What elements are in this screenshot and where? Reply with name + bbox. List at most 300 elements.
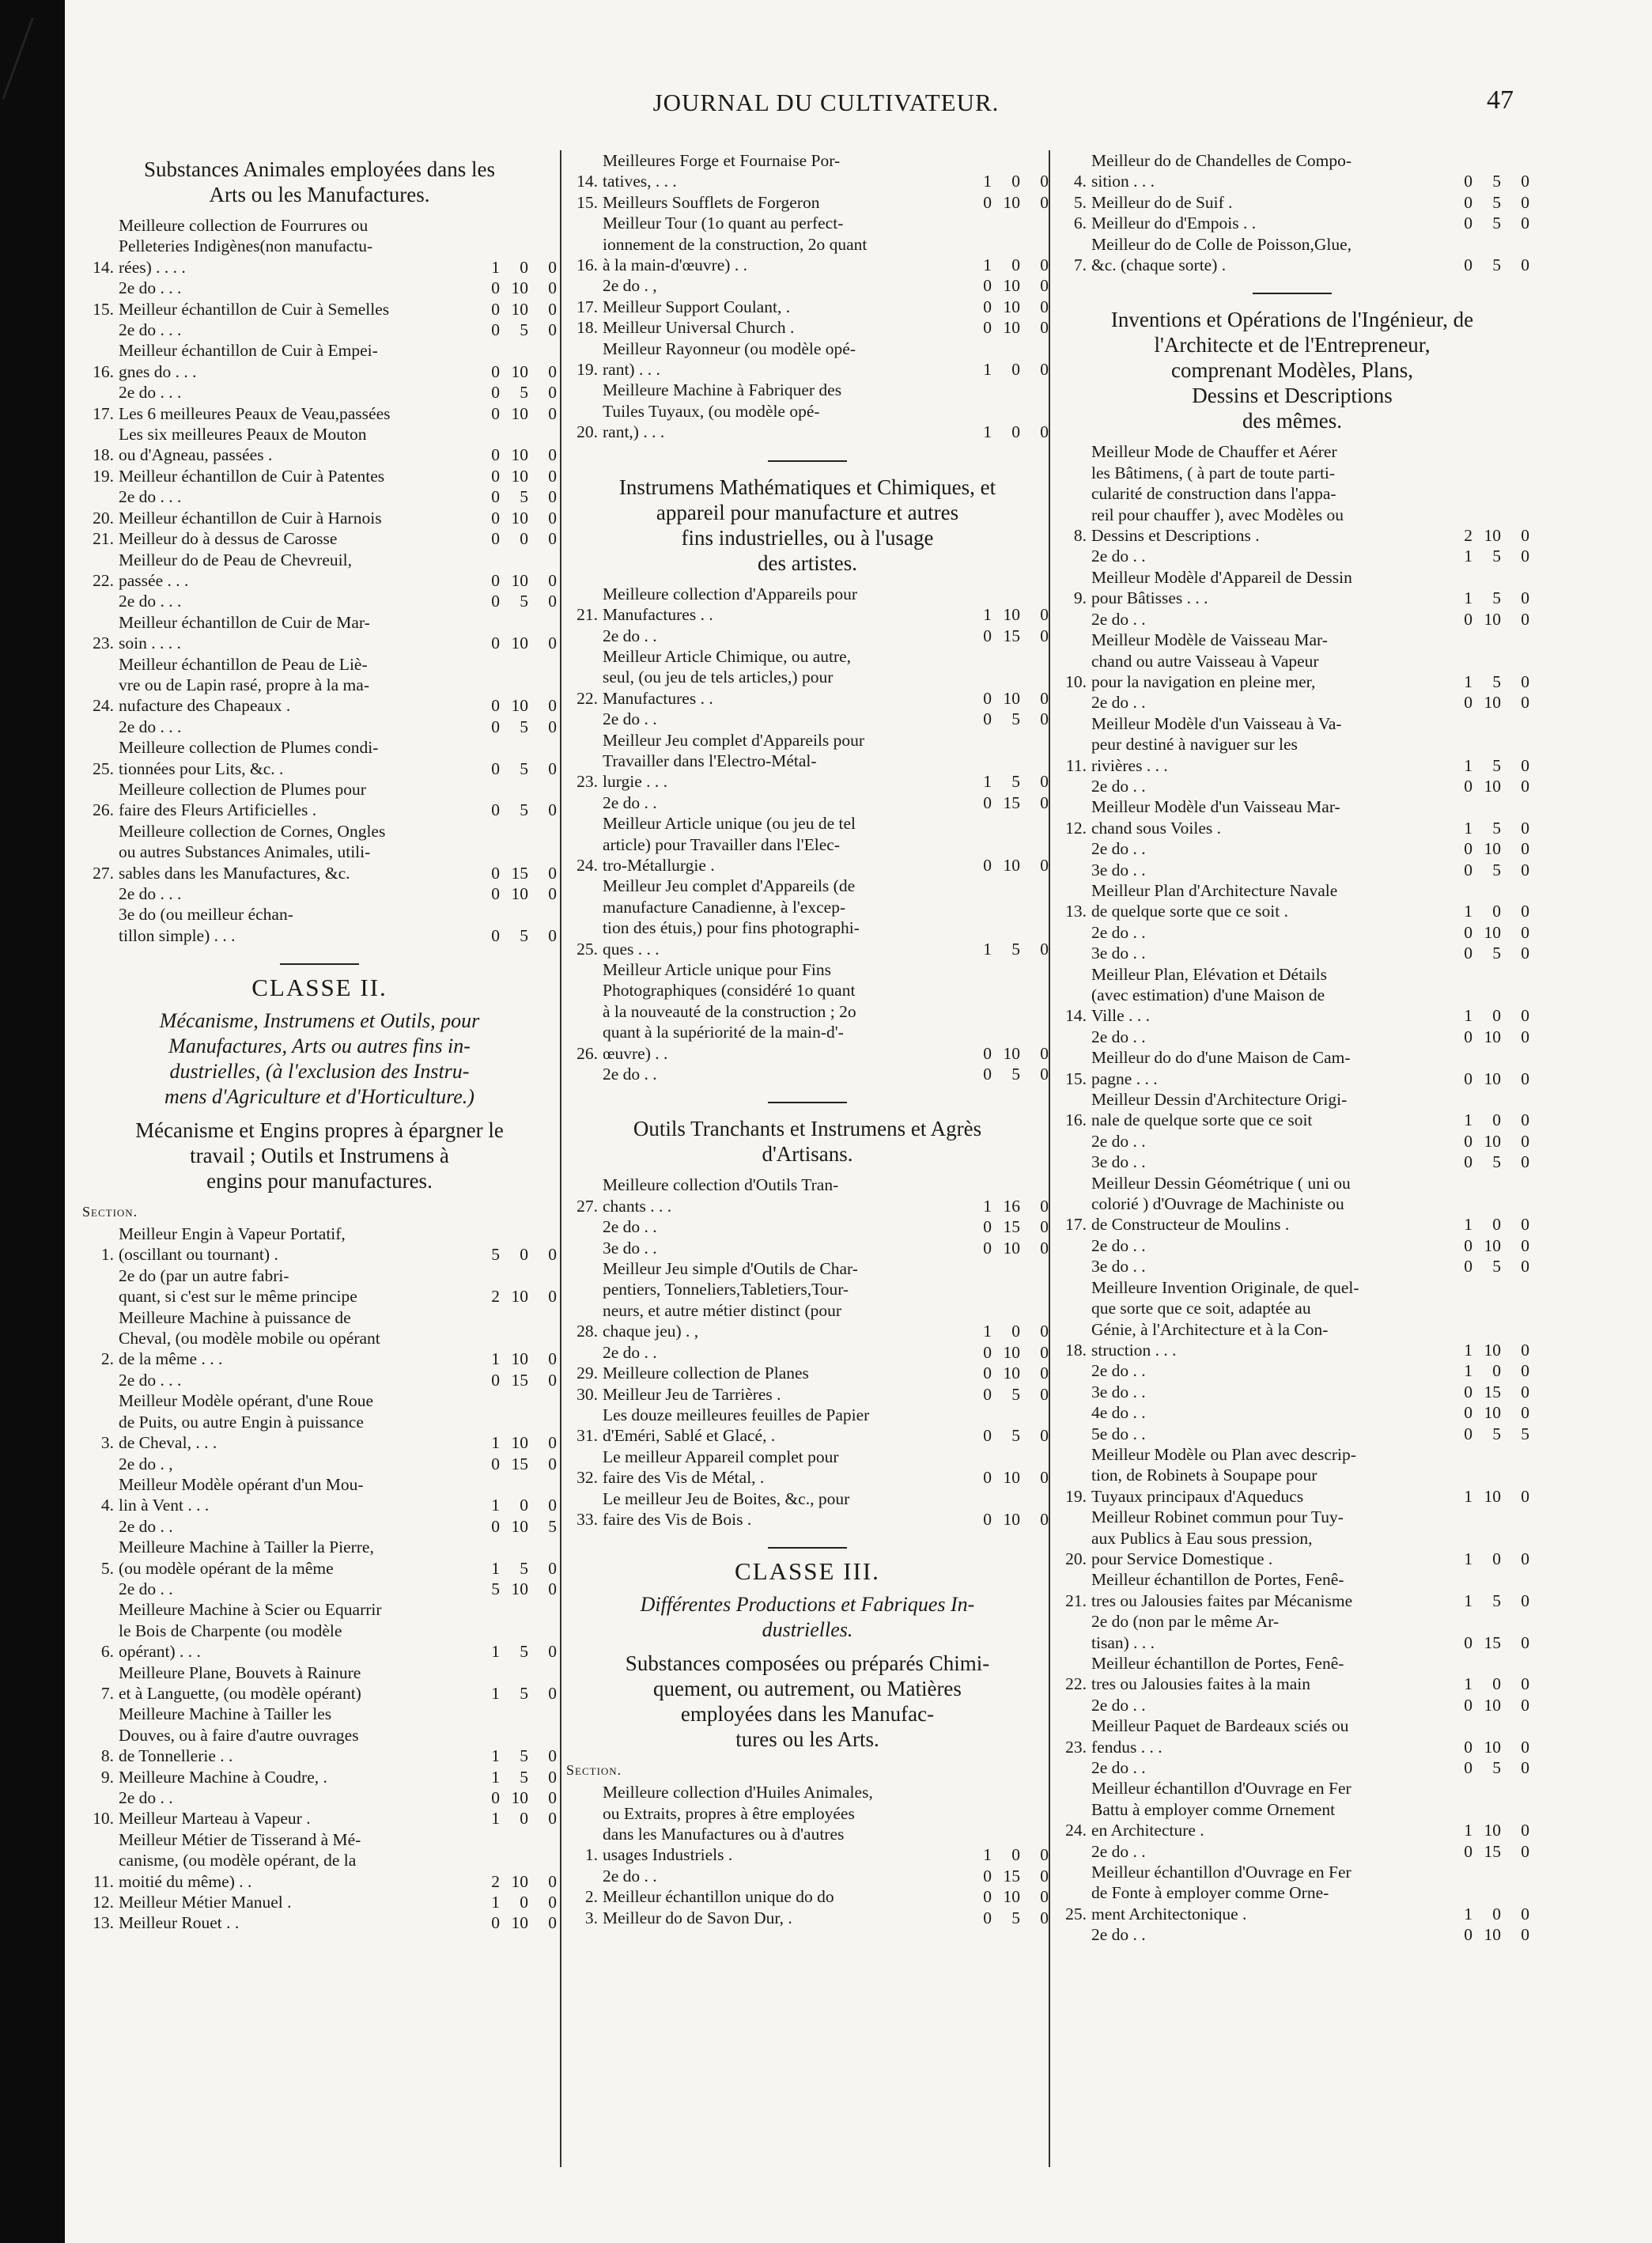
- prize-pence: 0: [1521, 1632, 1529, 1652]
- prize-entry: [1055, 150, 1529, 192]
- prize-entry: [1055, 1382, 1529, 1402]
- prize-pence: 0: [548, 383, 557, 403]
- entry-number: 10.: [1065, 671, 1087, 691]
- class-description: Mécanisme, Instrumens et Outils, pour Manufactures, Arts ou autres fins in- dustrielles, (à l'exclusion des Instru- mens d'Agriculture et d'Horticulture.): [159, 1008, 480, 1108]
- entry-text: Meilleure collection d'Appareils pour: [603, 584, 858, 603]
- column-3: [1055, 150, 1529, 2211]
- entry-number: 17.: [93, 403, 114, 423]
- prize-pence: 0: [1040, 1887, 1049, 1907]
- entry-body: [119, 1224, 557, 1265]
- entry-line: [1091, 255, 1529, 275]
- entry-line: [603, 1467, 1049, 1488]
- entry-text: 2e do . .: [1091, 1695, 1146, 1715]
- entry-body: [603, 584, 1049, 626]
- entry-text: 2e do . .: [1091, 547, 1146, 566]
- entry-body: [603, 646, 1049, 709]
- entry-line: [603, 213, 1049, 233]
- entry-number: 26.: [93, 800, 114, 820]
- entry-text: Meilleur échantillon de Cuir de Mar-: [119, 612, 370, 632]
- prize-amount: [1436, 1549, 1529, 1569]
- entry-text: Les six meilleures Peaux de Mouton: [119, 425, 367, 444]
- entry-number: 19.: [93, 466, 114, 486]
- prize-amount: [955, 626, 1049, 646]
- entry-text: 2e do . .: [119, 1579, 173, 1598]
- entry-text: Meilleur do d'Empois . .: [1091, 214, 1257, 233]
- prize-shillings: 0: [520, 257, 528, 277]
- entry-number: 5.: [1073, 192, 1087, 212]
- entry-text: 5e do . .: [1091, 1424, 1146, 1443]
- entry-line: [1091, 1632, 1529, 1653]
- prize-shillings: 5: [1011, 1426, 1020, 1446]
- entry-line: [119, 1244, 557, 1265]
- entry-body: [1091, 1382, 1529, 1402]
- entry-line: [603, 1886, 1049, 1907]
- prize-amount: [463, 278, 557, 298]
- prize-pence: 0: [548, 758, 557, 778]
- prize-pence: 0: [548, 592, 557, 611]
- entry-body: [1091, 1131, 1529, 1152]
- prize-entry: [566, 1447, 1049, 1488]
- prize-amount: [1436, 1027, 1529, 1047]
- entry-line: [1091, 1382, 1529, 1402]
- prize-pence: 0: [1040, 1908, 1049, 1927]
- entry-number: 22.: [576, 688, 598, 708]
- entry-number: 10.: [93, 1809, 114, 1829]
- prize-shillings: 0: [1011, 360, 1020, 380]
- entry-number: 18.: [93, 445, 114, 465]
- prize-pence: 0: [548, 800, 557, 820]
- prize-entry: [82, 299, 557, 320]
- prize-entry: [1055, 1715, 1529, 1757]
- prize-entry: [566, 1405, 1049, 1447]
- entry-text: Meilleure collection de Cornes, Ongles: [119, 821, 386, 841]
- entry-line: [1091, 1757, 1529, 1778]
- entry-line: [119, 737, 557, 758]
- entry-line: [119, 444, 557, 465]
- prize-shillings: 10: [1003, 688, 1020, 708]
- entry-body: [119, 1474, 557, 1516]
- prize-shillings: 10: [1003, 605, 1020, 625]
- entry-text: Meilleur échantillon de Peau de Liè-: [119, 654, 368, 674]
- prize-amount: [463, 486, 557, 507]
- prize-pence: 0: [1040, 1043, 1049, 1063]
- prize-shillings: 5: [1492, 547, 1501, 566]
- prize-shillings: 5: [520, 1767, 528, 1787]
- prize-pence: 0: [1521, 902, 1529, 921]
- entry-list: [566, 1782, 1049, 1928]
- prize-pounds: 0: [491, 696, 500, 716]
- prize-entry: [566, 1238, 1049, 1258]
- prize-pounds: 1: [1464, 1591, 1472, 1610]
- entry-text: tres ou Jalousies faites par Mécanisme: [1091, 1591, 1353, 1610]
- prize-shillings: 0: [520, 1893, 528, 1912]
- prize-shillings: 10: [1003, 1887, 1020, 1907]
- entry-text: Les douze meilleures feuilles de Papier: [603, 1405, 870, 1424]
- prize-pence: 0: [548, 634, 557, 653]
- class-title: CLASSE II.: [251, 974, 387, 1002]
- prize-amount: [463, 1370, 557, 1390]
- entry-line: [119, 1348, 557, 1369]
- prize-entry: [566, 646, 1049, 709]
- entry-line: [603, 255, 1049, 275]
- entry-list: [82, 1224, 557, 1934]
- prize-shillings: 0: [1492, 1904, 1501, 1923]
- entry-line: [1091, 1486, 1529, 1507]
- prize-entry: [82, 779, 557, 821]
- prize-shillings: 10: [511, 884, 528, 903]
- prize-entry: [82, 340, 557, 382]
- entry-text: vre ou de Lapin rasé, propre à la ma-: [119, 675, 369, 694]
- entry-line: [603, 1022, 1049, 1042]
- prize-entry: [82, 528, 557, 549]
- prize-pounds: 0: [1464, 693, 1472, 713]
- class-title: CLASSE III.: [735, 1557, 880, 1586]
- entry-line: [119, 1641, 557, 1662]
- entry-line: [119, 904, 557, 925]
- entry-text: rant) . . .: [603, 360, 660, 380]
- prize-pence: 0: [1040, 192, 1049, 212]
- entry-number: 14.: [93, 257, 114, 277]
- entry-text: ment Architectonique .: [1091, 1904, 1247, 1923]
- entry-number: 7.: [1073, 255, 1087, 275]
- prize-amount: [955, 255, 1049, 275]
- prize-pounds: 0: [1464, 1925, 1472, 1945]
- prize-amount: [955, 1321, 1049, 1341]
- entry-text: Meilleur Modèle d'un Vaisseau à Va-: [1091, 713, 1342, 733]
- prize-pence: 0: [1040, 1322, 1049, 1341]
- entry-number: 2.: [100, 1349, 114, 1369]
- prize-shillings: 10: [1484, 1737, 1501, 1757]
- prize-amount: [463, 1767, 557, 1787]
- prize-entry: [1055, 1569, 1529, 1611]
- entry-line: [1091, 1674, 1529, 1694]
- entry-body: [119, 779, 557, 821]
- prize-entry: [566, 876, 1049, 959]
- entry-text: tatives, . . .: [603, 172, 677, 191]
- prize-entry: [82, 1474, 557, 1516]
- prize-entry: [566, 150, 1049, 192]
- prize-entry: [1055, 1444, 1529, 1507]
- entry-body: [119, 737, 557, 779]
- prize-pounds: 0: [983, 1065, 992, 1084]
- entry-line: [603, 1001, 1049, 1022]
- prize-pounds: 1: [1464, 1006, 1472, 1026]
- prize-pence: 0: [1040, 1217, 1049, 1237]
- prize-pence: 0: [1040, 318, 1049, 338]
- entry-text: de quelque sorte que ce soit .: [1091, 902, 1288, 921]
- prize-entry: [82, 1265, 557, 1307]
- prize-entry: [566, 1908, 1049, 1928]
- entry-number: 18.: [1065, 1340, 1087, 1360]
- entry-number: 23.: [1065, 1737, 1087, 1757]
- prize-entry: [1055, 1089, 1529, 1131]
- entry-text: peur destiné à naviguer sur les: [1091, 735, 1298, 755]
- entry-text: 2e do . .: [1091, 1235, 1146, 1255]
- entry-line: [119, 633, 557, 653]
- entry-line: [1091, 1277, 1529, 1298]
- entry-text: 2e do . .: [1091, 839, 1146, 859]
- entry-line: [119, 1621, 557, 1641]
- entry-text: faire des Vis de Bois .: [603, 1509, 752, 1529]
- entry-body: [1091, 1424, 1529, 1444]
- entry-text: ques . . .: [603, 939, 660, 959]
- column-2: [566, 150, 1049, 2211]
- entry-line: [1091, 1319, 1529, 1340]
- entry-body: [603, 1174, 1049, 1216]
- entry-number: 15.: [1065, 1069, 1087, 1088]
- prize-amount: [1436, 1820, 1529, 1840]
- prize-amount: [463, 1746, 557, 1766]
- entry-number: 13.: [93, 1913, 114, 1933]
- prize-amount: [463, 466, 557, 486]
- entry-text: Meilleure collection de Fourrures ou: [119, 216, 369, 235]
- prize-shillings: 5: [520, 758, 528, 778]
- entry-text: Meilleure Machine à Tailler la Pierre,: [119, 1538, 374, 1557]
- entry-body: [1091, 1862, 1529, 1924]
- entry-line: [119, 1725, 557, 1746]
- prize-pounds: 0: [1464, 1632, 1472, 1652]
- prize-shillings: 5: [1492, 671, 1501, 691]
- prize-shillings: 5: [1492, 818, 1501, 838]
- entry-text: Meilleures Forge et Fournaise Por-: [603, 151, 841, 170]
- entry-line: [119, 278, 557, 298]
- prize-amount: [1436, 1110, 1529, 1130]
- entry-text: Meilleur Dessin d'Architecture Origi-: [1091, 1090, 1348, 1110]
- entry-text: Meilleur Article Chimique, ou autre,: [603, 646, 852, 666]
- entry-body: [603, 380, 1049, 442]
- prize-entry: [1055, 1152, 1529, 1172]
- prize-pence: 0: [548, 1746, 557, 1766]
- entry-line: [119, 779, 557, 800]
- prize-entry: [82, 883, 557, 904]
- entry-line: [1091, 880, 1529, 901]
- entry-line: [1091, 964, 1529, 985]
- entry-line: [119, 758, 557, 779]
- prize-pence: 5: [548, 1516, 557, 1536]
- entry-body: [119, 382, 557, 403]
- prize-pounds: 0: [1464, 1403, 1472, 1423]
- page-number: 47: [1487, 85, 1514, 115]
- entry-line: [603, 1782, 1049, 1802]
- entry-line: [603, 584, 1049, 604]
- entry-text: Battu à employer comme Ornement: [1091, 1799, 1336, 1819]
- prize-amount: [463, 403, 557, 424]
- prize-pence: 0: [1521, 547, 1529, 566]
- entry-text: 2e do . .: [1091, 1841, 1146, 1861]
- entry-text: Meilleur Plan d'Architecture Navale: [1091, 880, 1338, 900]
- entry-text: sables dans les Manufactures, &c.: [119, 863, 350, 883]
- prize-shillings: 10: [1484, 526, 1501, 546]
- entry-text: Meilleur Modèle d'un Vaisseau Mar-: [1091, 797, 1340, 817]
- prize-pounds: 0: [983, 192, 992, 212]
- entry-line: [119, 1474, 557, 1495]
- entry-line: [1091, 1820, 1529, 1840]
- prize-pounds: 1: [983, 1845, 992, 1865]
- prize-amount: [955, 275, 1049, 296]
- prize-entry: [566, 1258, 1049, 1342]
- entry-text: Meilleur do de Colle de Poisson,Glue,: [1091, 234, 1352, 254]
- entry-line: [119, 1850, 557, 1870]
- entry-text: struction . . .: [1091, 1340, 1177, 1360]
- entry-text: pour Service Domestique .: [1091, 1549, 1273, 1568]
- entry-text: 2e do . ,: [119, 1454, 173, 1473]
- entry-number: 20.: [1065, 1549, 1087, 1568]
- entry-line: [119, 1286, 557, 1307]
- entry-body: [119, 1537, 557, 1579]
- prize-shillings: 10: [511, 570, 528, 590]
- prize-pounds: 1: [1464, 1110, 1472, 1130]
- entry-line: [603, 1196, 1049, 1216]
- entry-text: et à Languette, (ou modèle opérant): [119, 1683, 361, 1703]
- entry-body: [603, 1447, 1049, 1488]
- prize-pence: 0: [548, 466, 557, 486]
- prize-shillings: 10: [1484, 1235, 1501, 1255]
- entry-line: [119, 695, 557, 716]
- entry-number: 15.: [93, 299, 114, 319]
- prize-pounds: 1: [983, 172, 992, 191]
- prize-entry: [1055, 1695, 1529, 1715]
- prize-pounds: 1: [983, 1322, 992, 1341]
- prize-entry: [82, 737, 557, 779]
- prize-shillings: 10: [1484, 1925, 1501, 1945]
- prize-amount: [1436, 1256, 1529, 1277]
- prize-shillings: 5: [1492, 860, 1501, 879]
- prize-pence: 0: [1040, 297, 1049, 316]
- entry-text: seul, (ou jeu de tels articles,) pour: [603, 668, 834, 687]
- entry-body: [1091, 567, 1529, 609]
- entry-line: [119, 1579, 557, 1599]
- entry-line: [1091, 776, 1529, 796]
- entry-number: 27.: [576, 1196, 598, 1216]
- prize-shillings: 10: [1484, 693, 1501, 713]
- entry-body: [1091, 441, 1529, 546]
- entry-line: [1091, 1904, 1529, 1924]
- prize-pounds: 1: [983, 939, 992, 959]
- prize-pounds: 1: [1464, 1904, 1472, 1923]
- entry-text: chand sous Voiles .: [1091, 818, 1222, 838]
- entry-text: Tuiles Tuyaux, (ou modèle opé-: [603, 401, 820, 421]
- entry-body: [119, 591, 557, 611]
- entry-text: Meilleur Jeu complet d'Appareils pour: [603, 730, 865, 750]
- prize-entry: [82, 1787, 557, 1808]
- prize-entry: [82, 1579, 557, 1599]
- prize-shillings: 0: [520, 1245, 528, 1265]
- entry-line: [1091, 1507, 1529, 1527]
- prize-amount: [955, 1216, 1049, 1237]
- prize-pence: 0: [1521, 172, 1529, 191]
- entry-text: 2e do . .: [603, 626, 657, 645]
- entry-text: 2e do . . .: [119, 383, 182, 403]
- prize-amount: [1436, 1674, 1529, 1694]
- entry-text: pentiers, Tonneliers,Tabletiers,Tour-: [603, 1280, 849, 1299]
- prize-pounds: 1: [1464, 1549, 1472, 1568]
- entry-line: [603, 730, 1049, 751]
- entry-line: [1091, 922, 1529, 943]
- prize-pence: 0: [1521, 1110, 1529, 1130]
- prize-pounds: 0: [491, 1454, 500, 1473]
- prize-pounds: 0: [1464, 839, 1472, 859]
- entry-body: [603, 730, 1049, 792]
- entry-body: [119, 1767, 557, 1787]
- prize-pence: 0: [1040, 1509, 1049, 1529]
- prize-amount: [955, 171, 1049, 191]
- prize-amount: [1436, 922, 1529, 943]
- entry-text: Meilleur Marteau à Vapeur .: [119, 1809, 311, 1829]
- prize-entry: [1055, 1862, 1529, 1924]
- prize-amount: [463, 1808, 557, 1829]
- prize-amount: [1436, 192, 1529, 213]
- prize-shillings: 10: [1484, 1340, 1501, 1360]
- prize-pounds: 0: [491, 592, 500, 611]
- entry-text: tionnées pour Lits, &c. .: [119, 758, 284, 778]
- entry-body: [603, 959, 1049, 1064]
- entry-line: [603, 1238, 1049, 1258]
- entry-text: Le meilleur Appareil complet pour: [603, 1447, 839, 1466]
- entry-line: [603, 834, 1049, 855]
- entry-line: [603, 1425, 1049, 1446]
- prize-amount: [1436, 1340, 1529, 1360]
- entry-text: neurs, et autre métier distinct (pour: [603, 1300, 842, 1320]
- prize-amount: [1436, 1131, 1529, 1152]
- entry-text: Meilleur échantillon de Cuir à Harnois: [119, 508, 382, 528]
- prize-pence: 0: [1521, 1821, 1529, 1840]
- entry-line: [119, 257, 557, 278]
- prize-pence: 0: [1040, 1364, 1049, 1383]
- prize-entry: [82, 612, 557, 654]
- entry-line: [1091, 1924, 1529, 1945]
- prize-amount: [955, 192, 1049, 213]
- entry-text: chaque jeu) . ,: [603, 1322, 699, 1341]
- entry-text: Meilleur do à dessus de Carosse: [119, 529, 338, 549]
- entry-body: [603, 339, 1049, 380]
- entry-line: [1091, 1027, 1529, 1047]
- prize-amount: [463, 695, 557, 716]
- prize-shillings: 10: [511, 278, 528, 298]
- prize-amount: [955, 422, 1049, 442]
- entry-text: Meilleur Métier de Tisserand à Mé-: [119, 1829, 361, 1849]
- column-1: [82, 150, 557, 2211]
- prize-pence: 0: [1521, 860, 1529, 879]
- entry-number: 5.: [100, 1558, 114, 1578]
- prize-pounds: 0: [491, 570, 500, 590]
- prize-amount: [1436, 255, 1529, 275]
- prize-entry: [1055, 546, 1529, 566]
- prize-pence: 0: [1040, 772, 1049, 792]
- entry-body: [119, 1662, 557, 1704]
- entry-line: [603, 1258, 1049, 1279]
- prize-pence: 0: [1040, 1384, 1049, 1404]
- prize-pounds: 1: [491, 1893, 500, 1912]
- prize-pounds: 0: [983, 1364, 992, 1383]
- entry-text: ou autres Substances Animales, utili-: [119, 842, 371, 862]
- prize-entry: [82, 1599, 557, 1662]
- prize-entry: [82, 215, 557, 278]
- entry-text: de Cheval, . . .: [119, 1433, 217, 1453]
- entry-body: [1091, 943, 1529, 963]
- prize-pounds: 1: [1464, 755, 1472, 775]
- prize-shillings: 10: [511, 1287, 528, 1307]
- prize-pence: 0: [548, 717, 557, 736]
- prize-pounds: 0: [983, 1384, 992, 1404]
- prize-pence: 0: [1521, 1131, 1529, 1151]
- entry-body: [119, 508, 557, 528]
- prize-entry: [1055, 1256, 1529, 1277]
- prize-pence: 5: [1521, 1424, 1529, 1443]
- entry-text: 2e do . .: [1091, 693, 1146, 713]
- entry-body: [119, 1704, 557, 1766]
- prize-amount: [1436, 1152, 1529, 1172]
- page-header-title: JOURNAL DU CULTIVATEUR.: [652, 89, 1000, 116]
